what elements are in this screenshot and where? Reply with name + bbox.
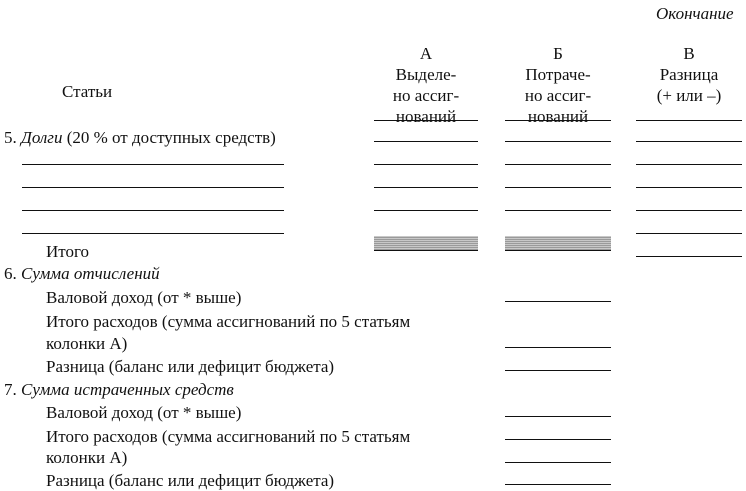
total-col-v-line[interactable] — [636, 256, 742, 257]
section-6-total-expenses-line1: Итого расходов (сумма ассигнований по 5 статьям — [46, 312, 411, 331]
debt-col-v-line-4[interactable] — [636, 210, 742, 211]
section-7-heading — [4, 380, 234, 400]
debt-col-v-line-1[interactable] — [636, 141, 742, 142]
column-v-header — [636, 43, 742, 106]
debt-item-line-4[interactable] — [22, 233, 284, 234]
debt-col-b-line-4[interactable] — [505, 210, 611, 211]
debt-col-b-line-1[interactable] — [505, 141, 611, 142]
section-6-difference: Разница (баланс или дефицит бюджета) — [46, 357, 335, 376]
column-v-line2: (+ или –) — [656, 86, 722, 105]
section-7-difference: Разница (баланс или дефицит бюджета) — [46, 471, 335, 490]
debt-item-line-2[interactable] — [22, 187, 284, 188]
section-7-total-expenses-line-a[interactable] — [505, 439, 611, 440]
total-col-b-shaded-cell — [505, 236, 611, 251]
column-a-line1: Выделе- — [395, 65, 457, 84]
section-6-heading — [4, 264, 160, 284]
debt-col-v-line-3[interactable] — [636, 187, 742, 188]
section-7-total-expenses-line-b[interactable] — [505, 462, 611, 463]
section-7-total-expenses-line2: колонки А) — [46, 448, 128, 467]
section-7-gross-income: Валовой доход (от * выше) — [46, 403, 242, 422]
column-a-line2: но ассиг- — [392, 86, 460, 105]
column-b-line3: нований — [527, 107, 589, 126]
debt-item-line-1[interactable] — [22, 164, 284, 165]
section-6-gross-income: Валовой доход (от * выше) — [46, 288, 242, 307]
section-6-title: Сумма отчислений — [21, 264, 160, 283]
debt-col-b-line-2[interactable] — [505, 164, 611, 165]
section-6-number: 6. — [4, 264, 17, 283]
debt-col-v-line-2[interactable] — [636, 164, 742, 165]
debt-item-line-3[interactable] — [22, 210, 284, 211]
column-a-letter: А — [419, 44, 433, 63]
section-6-total-expenses-line2: колонки А) — [46, 334, 128, 353]
column-v-letter: В — [683, 44, 695, 63]
debt-col-a-line-3[interactable] — [374, 187, 478, 188]
column-a-header — [374, 43, 478, 127]
section-6-total-expenses-line[interactable] — [505, 347, 611, 348]
continuation-label: Окончание — [656, 4, 734, 23]
debt-col-a-line-4[interactable] — [374, 210, 478, 211]
items-column-header: Статьи — [62, 82, 113, 101]
debt-col-b-line-3[interactable] — [505, 187, 611, 188]
column-b-header-rule — [505, 120, 611, 121]
column-b-letter: Б — [553, 44, 563, 63]
section-5-total-label: Итого — [46, 242, 90, 261]
debt-col-a-line-1[interactable] — [374, 141, 478, 142]
section-6-difference-line[interactable] — [505, 370, 611, 371]
section-5-note: (20 % от доступных средств) — [66, 128, 276, 147]
column-b-line2: но ассиг- — [524, 86, 592, 105]
section-7-title: Сумма истраченных средств — [21, 380, 234, 399]
section-5-number: 5. — [4, 128, 17, 147]
column-v-line1: Разница — [659, 65, 719, 84]
column-b-header — [505, 43, 611, 127]
section-7-number: 7. — [4, 380, 17, 399]
column-a-header-rule — [374, 120, 478, 121]
section-7-total-expenses-line1: Итого расходов (сумма ассигнований по 5 статьям — [46, 427, 411, 446]
total-col-a-shaded-cell — [374, 236, 478, 251]
debt-col-v-line-5[interactable] — [636, 233, 742, 234]
section-7-gross-income-line[interactable] — [505, 416, 611, 417]
section-7-difference-line[interactable] — [505, 484, 611, 485]
column-a-line3: нований — [395, 107, 457, 126]
section-5-heading — [4, 128, 276, 148]
column-b-line1: Потраче- — [525, 65, 591, 84]
section-6-gross-income-line[interactable] — [505, 301, 611, 302]
section-5-title: Долги — [21, 128, 63, 147]
column-v-header-rule — [636, 120, 742, 121]
debt-col-a-line-2[interactable] — [374, 164, 478, 165]
